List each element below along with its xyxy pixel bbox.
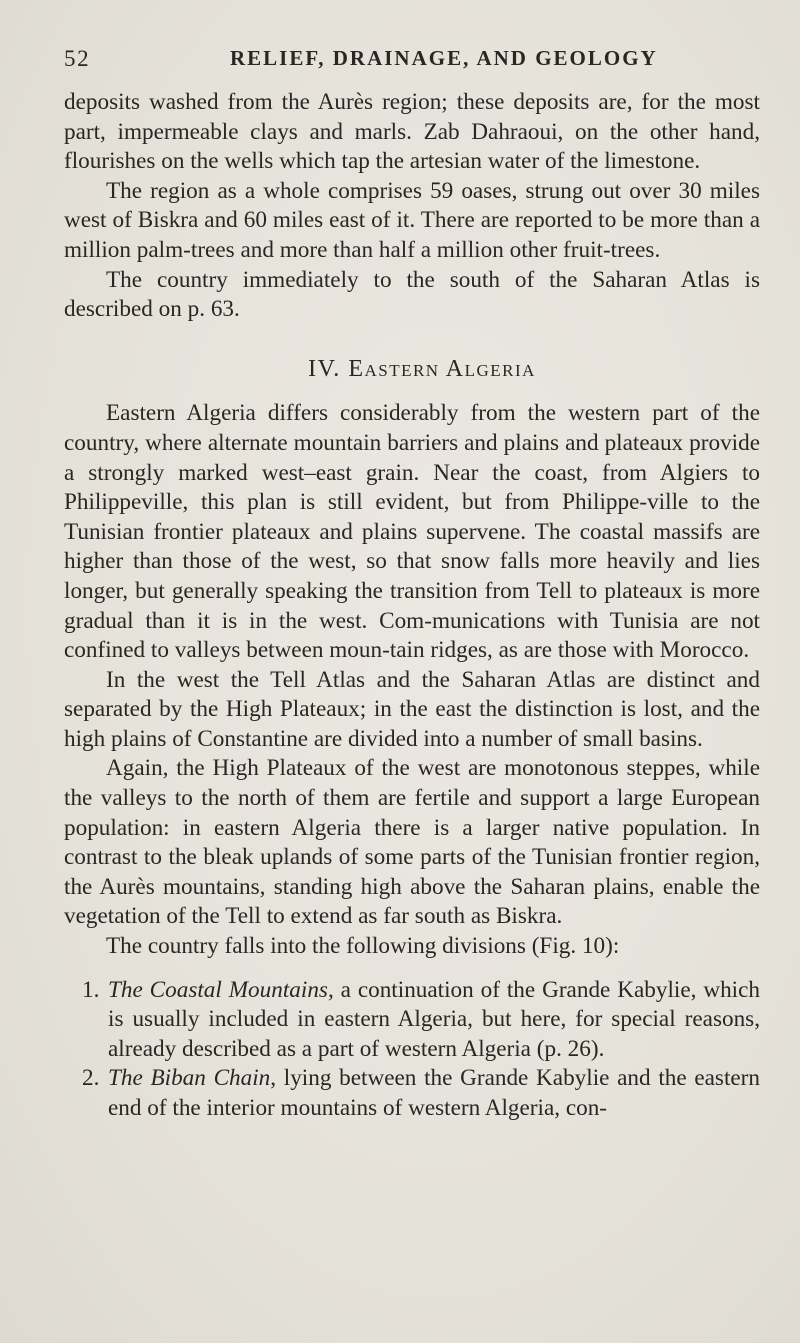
list-item-number: 1. [82, 976, 100, 1003]
section-heading [64, 355, 760, 385]
paragraph: deposits washed from the Aurès region; these deposits are, for the most part, impermeable clays and marls. Zab Dahraoui, on the other hand, flourishes on the wells which tap the artesian water of the limestone. [64, 89, 760, 175]
paragraph: The country falls into the following divisions (Fig. 10): [106, 933, 620, 960]
paragraph: Again, the High Plateaux of the west are monotonous steppes, while the valleys to the north of them are fertile and support a large European population: in eastern Algeria there is a larger native population. In contrast to the bleak uplands of some parts of the Tunisian frontier region, the Aurès mountains, standing high above the Saharan plains, enable the vegetation of the Tell to extend as far south as Biskra. [64, 755, 760, 930]
page-number: 52 [64, 46, 91, 71]
list-item-text: , a continuation of the Grande Kabylie, which is usually included in eastern Algeria, but here, for special reasons, already described as a part of western Algeria (p. 26). [108, 976, 760, 1062]
section-title: Eastern Algeria [348, 355, 536, 382]
page-header [64, 46, 760, 78]
list-item-name: The Coastal Mountains [108, 976, 328, 1003]
section-numeral: IV. [308, 355, 341, 382]
paragraph: In the west the Tell Atlas and the Saharan Atlas are distinct and separated by the High Plateaux; in the east the distinction is lost, and the high plains of Constantine are divided into a number of small basins. [64, 666, 760, 752]
paragraph: The country immediately to the south of the Saharan Atlas is described on p. 63. [64, 266, 760, 323]
list-item-text: , lying between the Grande Kabylie and the eastern end of the interior mountains of western Algeria, con- [108, 1065, 760, 1121]
body-text [64, 88, 760, 1124]
running-head: RELIEF, DRAINAGE, AND GEOLOGY [230, 46, 658, 70]
paragraph: The region as a whole comprises 59 oases, strung out over 30 miles west of Biskra and 60 miles east of it. There are reported to be more than a million palm-trees and more than half a million other fruit-trees. [64, 177, 760, 263]
paragraph: Eastern Algeria differs considerably from the western part of the country, where alternate mountain barriers and plains and plateaux provide a strongly marked west–east grain. Near the coast, from Algiers to Philippeville, this plan is still evident, but from Philippe-ville to the Tunisian frontier plateaux and plains supervene. The coastal massifs are higher than those of the west, so that snow falls more heavily and lies longer, but generally speaking the transition from Tell to plateaux is more gradual than it is in the west. Com-munications with Tunisia are not confined to valleys between moun-tain ridges, as are those with Morocco. [64, 400, 760, 664]
list-item-name: The Biban Chain [108, 1065, 271, 1092]
list-item-number: 2. [82, 1065, 100, 1092]
list-item [64, 1064, 760, 1123]
list-item [64, 976, 760, 1065]
